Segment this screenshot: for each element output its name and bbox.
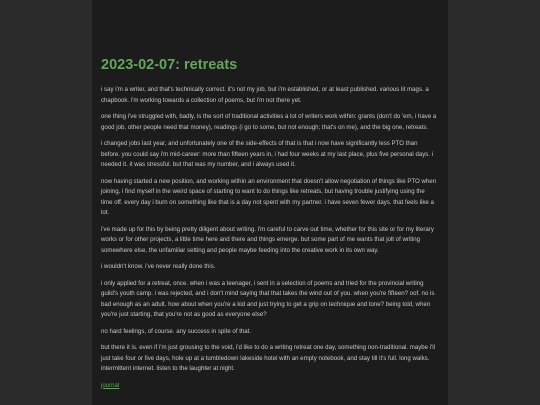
post-paragraph: i say i'm a writer, and that's technically correct. it's not my job, but i'm established, or at least published. various lit mags. a chapbook. i'm working towards a collection of poems, but i'm not there yet. — [101, 86, 429, 104]
post-title: 2023-02-07: retreats — [101, 57, 238, 73]
post-paragraph: i wouldn't know. i've never really done this. — [101, 263, 216, 270]
page-column — [92, 0, 448, 405]
post-paragraph: no hard feelings, of course. any success in spite of that. — [101, 327, 252, 335]
post-paragraph: i changed jobs last year, and unfortunately one of the side-effects of that is that i now have significantly less PTO than before. you could say i'm mid-career: more than fifteen years in, i had four weeks at my last place, plus five personal days. i needed it. it was stressful. but that was my number, and i always used it. — [101, 140, 434, 168]
post-paragraph: one thing i've struggled with, badly, is the sort of traditional activities a lot of writers work within: grants (don't do 'em, i have a good job, other people need that money), readings (i go to some, but not enough; that's on me), and the big one, retreats. — [101, 113, 437, 131]
post-content — [101, 56, 437, 391]
post-paragraph: now having started a new position, and working within an environment that doesn't allow negotiation of things like PTO when joining, i find myself in the weird space of starting to want to do things like retreats, but having trouble justifying using the time off. every day i burn on something like that is a day not spent with my partner. i have seven fewer days. that feels like a lot. — [101, 177, 437, 216]
post-paragraph: i only applied for a retreat, once. when i was a teenager, i sent in a selection of poems and tried for the provincial writing guild's youth camp. i was rejected, and i don't mind saying that that takes the wind out of you. when you're fifteen? oof. no is bad enough as an adult. how about when you're a kid and just trying to get a grip on technique and tone? being told, when you're just starting, that you're not as good as everyone else? — [101, 279, 435, 318]
post-paragraph: but there it is. even if i'm just grousing to the void, i'd like to do a writing retreat one day, something non-traditional. maybe i'll just take four or five days, hole up at a tumbledown lakeside hotel with an empty notebook, and stay till it's full. long walks. intermittent internet. listen to the laughter at night. — [101, 344, 435, 372]
post-paragraph: i've made up for this by being pretty diligent about writing. i'm careful to carve out time, whether for this site or for my literary works or for other projects, a little time here and there and things emerge. but some part of me wants that jolt of writing somewhere else, the unfamiliar setting and people maybe feeding into the creative work in its own way. — [101, 225, 434, 254]
tag-link-journal[interactable]: journal — [101, 381, 120, 389]
